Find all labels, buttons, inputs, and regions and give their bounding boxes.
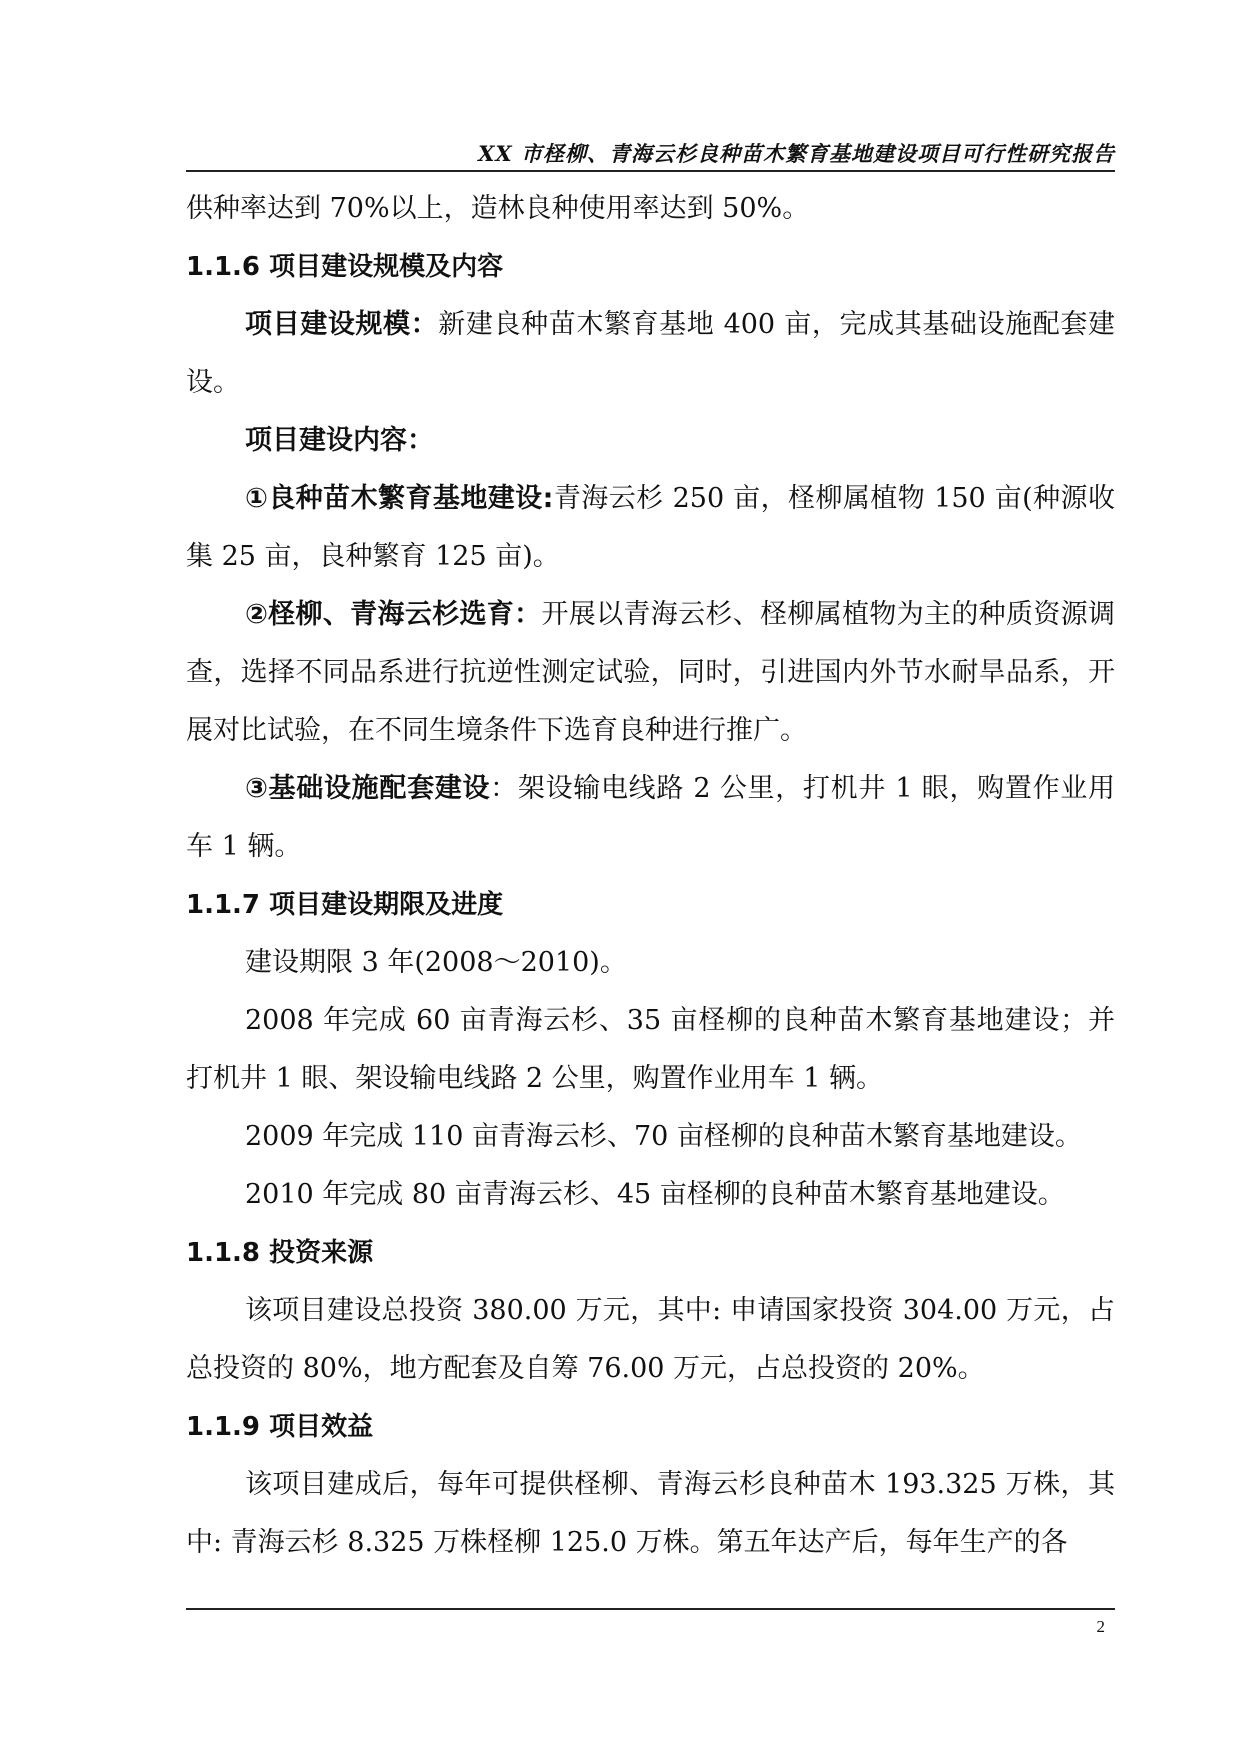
header-rule <box>186 170 1115 172</box>
page-number: 2 <box>1096 1617 1105 1636</box>
paragraph-2009: 2009 年完成 110 亩青海云杉、70 亩柽柳的良种苗木繁育基地建设。 <box>245 1121 1082 1152</box>
item1-text: 青海云杉 250 亩，柽柳属植物 150 亩(种源收集 25 亩，良种繁育 125 亩)。 <box>186 483 1115 572</box>
section-heading-1-1-7: 1.1.7 项目建设期限及进度 <box>186 890 504 920</box>
paragraph-period: 建设期限 3 年(2008～2010)。 <box>245 947 627 978</box>
item3-text: ：架设输电线路 2 公里，打机井 1 眼，购置作业用车 1 辆。 <box>186 773 1115 862</box>
scale-label: 项目建设规模： <box>245 309 439 340</box>
item2-text: 开展以青海云杉、柽柳属植物为主的种质资源调查，选择不同品系进行抗逆性测定试验，同时，引进国内外节水耐旱品系，开展对比试验，在不同生境条件下选育良种进行推广。 <box>186 599 1115 746</box>
footer-rule <box>186 1608 1115 1610</box>
paragraph-2008: 2008 年完成 60 亩青海云杉、35 亩柽柳的良种苗木繁育基地建设；并打机井 1 眼、架设输电线路 2 公里，购置作业用车 1 辆。 <box>186 1005 1115 1094</box>
item1-label: ①良种苗木繁育基地建设: <box>245 483 554 514</box>
section-heading-1-1-8: 1.1.8 投资来源 <box>186 1238 374 1268</box>
running-header: XX 市柽柳、青海云杉良种苗木繁育基地建设项目可行性研究报告 <box>478 141 1115 166</box>
paragraph-item-2 <box>186 586 1115 760</box>
item2-label: ②柽柳、青海云杉选育： <box>245 599 542 630</box>
scale-text: 新建良种苗木繁育基地 400 亩，完成其基础设施配套建设。 <box>186 309 1116 398</box>
content-label: 项目建设内容： <box>245 425 434 456</box>
section-heading-1-1-6: 1.1.6 项目建设规模及内容 <box>186 252 504 282</box>
item3-label: ③基础设施配套建设 <box>245 773 491 804</box>
paragraph-2010: 2010 年完成 80 亩青海云杉、45 亩柽柳的良种苗木繁育基地建设。 <box>245 1179 1065 1210</box>
paragraph-investment: 该项目建设总投资 380.00 万元，其中: 申请国家投资 304.00 万元，占总投资的 80%，地方配套及自筹 76.00 万元，占总投资的 20%。 <box>186 1295 1115 1384</box>
paragraph-item-1 <box>186 470 1115 586</box>
paragraph-benefit: 该项目建成后，每年可提供柽柳、青海云杉良种苗木 193.325 万株，其中: 青海云杉 8.325 万株柽柳 125.0 万株。第五年达产后，每年生产的各 <box>186 1469 1115 1558</box>
document-body <box>186 180 1115 1572</box>
section-heading-1-1-9: 1.1.9 项目效益 <box>186 1412 374 1442</box>
paragraph-item-3 <box>186 760 1115 876</box>
paragraph-continuation: 供种率达到 70%以上，造林良种使用率达到 50%。 <box>186 193 810 224</box>
paragraph-scale <box>186 296 1115 412</box>
